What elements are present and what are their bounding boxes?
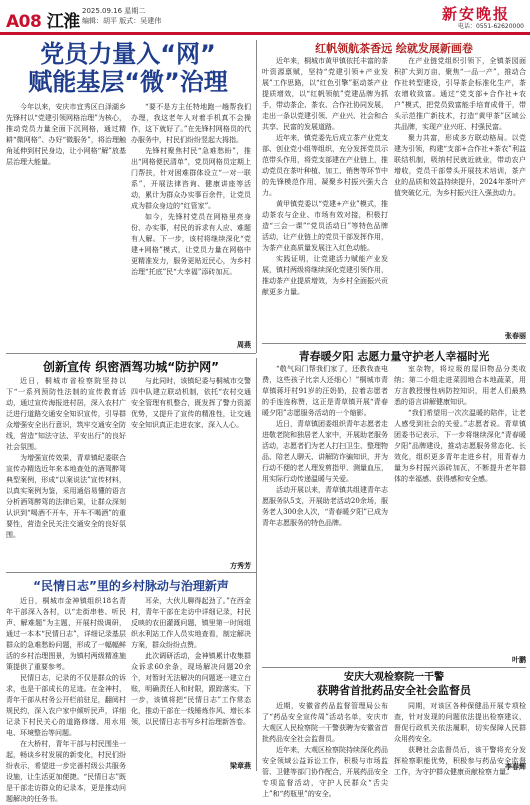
column-divider [256,358,257,771]
elderly-byline: 叶鹏 [512,656,526,664]
lead-headline: 党员力量入“网” 赋能基层“微”治理 [28,40,228,96]
folk-col-2: 耳朵，大伙儿聊得起劲了。”在西金村，青年干部在走访中详细记录，村民反映的农田灌溉问题，镇里第一时间组织水利站工作人员实地查看，制定解决方案，群众纷纷点赞。 此次调研活动，金神镇累计收集群众诉求60余条，现场解决问题20余个，对暂时无法解决的问题逐一建立台账，明确责任人和时限，跟踪落实。下一步，该镇将把“民情日志”工作常态化，推动干部在一线锤炼作风、增长本领，以民情日志书写乡村治理新答卷。 [131,597,251,726]
red-guide-col-2: 在产业链党组织引领下，全镇茶园面积扩大到万亩，聚焦“一品一产”，推动合作社转型建设，引导茶企标准化生产，茶农增收致富。通过“党支部+合作社+农户”模式，把党员致富能手培育成骨干，带头示范推广新技术，打造“黄甲茶”区域公共品牌，实现产业兴旺、村强民富。 聚力共富，形成多方联动格局。以党建为引领，构建“支部+合作社+茶农”利益联结机制，吸纳村民就近就业，带动农户增收，党员干部带头开展技术培训，茶产业的品质和效益持续提升，2024年茶叶产值突破亿元，为乡村振兴注入强劲动力。 [394,57,526,197]
medicine-col-1: 近期，安徽省药品监督管理局公布了“药品安全宣传周”活动名单，安庆市大观区人民检察院一干警获聘为安徽省首批药品安全社会监督员。 近年来，大观区检察院持续深化药品安全领域公益诉讼工作，积极与市场监管、卫健等部门协作配合，开展药品安全专项监督活动，守护人民群众“舌尖上”和“药瓶里”的安全。 [262,702,388,798]
issue-meta: 2025.09.16 星期二 编辑：胡平 版式：吴建伟 [82,7,162,25]
lead-byline: 周燕 [237,341,251,349]
elderly-headline: 青春暖夕阳 志愿力量守护老人幸福时光 [298,350,490,363]
red-guide-col-1: 近年来，桐城市黄甲镇依托丰富的茶叶资源禀赋，坚持“党建引领+产业发展”工作思路，以“红色引擎”驱动茶产业提质增效，以“红帆领航”党建品牌为抓手，带动茶企、茶农、合作社协同发展，走出一条以党建引领、产业兴、社会和合共享、民富的发展道路。 近年来，镇党委先后成立茶产业党支部、创业党小组等组织，充分发挥党员示范带头作用，将党支部建在产业链上，推动党员在茶叶种植、加工、销售等环节中的先锋模范作用，凝聚乡村振兴强大合力。 黄甲镇党委以“党建+产业”模式，推动茶农与企业、市场有效对接，积极打造“三会一课”“党员活动日”等特色品牌活动，让产业链上的党员干部发挥作用，为茶产业高质量发展注入红色动能。 实践证明，让党建活力赋能产业发展，镇村两级将继续深化党建引领作用，推动茶产业提质增效，为乡村全面振兴贡献更多力量。 [262,57,388,296]
traffic-byline: 方秀芳 [230,562,251,570]
masthead [0,0,530,34]
traffic-col-2: 与此同时，该镇纪委与桐城市交警四中队建立联动机制，依托“农村交通安全管理有机整合，既发挥了警力资源优势，又提升了宣传的精准性，让交通安全知识真正走进农家、深入人心。 [131,377,251,429]
section-rule [6,572,256,573]
folk-byline: 梁章燕 [230,762,251,770]
medicine-col-2: 同期，对该区各种保健品开展专项检查，针对发现的问题依法提出检察建议，督促行政机关依法履职，切实保障人民群众用药安全。 获聘社会监督员后，该干警将充分发挥检察职能优势，积极参与药品安全监督工作，为守护群众健康贡献检察力量。 [394,702,526,776]
paper-hotline: 电话：0551-62620000 [458,23,524,30]
medicine-byline: 李春辉 [505,763,526,771]
paper-logo: 新安晚报 [441,5,510,23]
page-number: A08 江淮 [6,12,80,32]
medicine-headline: 安庆大观检察院一干警 获聘省首批药品安全社会监督员 [317,672,471,697]
column-divider [256,40,257,353]
elderly-col-1: “敬气闷门帮我们家了，还教我查电费，这些孩子比亲人还细心！”桐城市青草镇蒋圩村91岁的汪奶奶，拉着志愿者的手连连称赞，这正是青草镇开展“青春暖夕阳”志愿服务活动的一个缩影。 近日，青草镇团委组织青年志愿者走进敬老院和独居老人家中，开展助老服务活动，志愿者们为老人打扫卫生、整理物品、陪老人聊天、讲解防诈骗知识，并为行动不便的老人理发剪指甲、测量血压，用实际行动传递温暖与关爱。 活动开展以来，青草镇共组建青年志愿服务队5支，开展助老活动20余场，服务老人300余人次，“青春暖夕阳”已成为青年志愿服务的特色品牌。 [262,365,388,527]
red-guide-headline: 红帆领航茶香远 绘就发展新画卷 [315,42,473,55]
folk-headline: “民情日志”里的乡村脉动与治理新声 [33,579,229,593]
elderly-col-2: 室杂物，将垃圾的屋旧物品分类收纳；第二小组走进菜园地合本地蔬菜，用方言教授慢性病防控知识，用老人们最熟悉的语言讲解健康知识。 “我们希望用一次次温暖的陪伴，让老人感受到社会的关爱。”志愿者说。青草镇团委书记表示，下一步将继续深化“青春暖夕阳”品牌建设，推动志愿服务常态化、长效化，组织更多青年走进乡村，用青春力量为乡村振兴添砖加瓦，不断提升老年群体的幸福感、获得感和安全感。 [394,365,526,483]
traffic-headline: 创新宣传 织密酒驾功城“防护网” [43,360,219,374]
section-rule [262,667,526,668]
masthead-rule [0,32,530,35]
folk-col-1: 近日，桐城市金神镇组织18名青年干部深入各村，以“走街串巷、听民声、解难题”为主题，开展村级调研，通过一本本“民情日志”，详细记录基层群众的急难愁盼问题，形成了一幅幅鲜活的乡村治理图景，为镇村两级精准施策提供了重要参考。 民情日志，记录的不仅是群众的诉求，也是干部成长的足迹。在金神村，青年干部从村务公开栏前驻足，翻阅村规民约，深入农户家中倾听民声，详细记录下村民关心的道路修缮、用水用电、环境整治等问题。 在大桥村，青年干部与村民围坐一起，畅谈乡村发展的新变化，村民们纷纷表示，希望进一步完善村级公共服务设施，让生活更加便捷。“民情日志”既是干部走访群众的记录本，更是推动问题解决的任务书。 [6,597,126,803]
lead-col-2: “要不是方主任特地跑一趟帮我们办理，我这老年人对着手机真不会操作，这下就好了。”在先锋村网格员的代办服务中，村民们纷纷竖起大拇指。 先锋村聚焦村民“急难愁盼”，推出“网格便民清单”，党员网格员定期上门帮扶，针对困难群体设立“一对一联系”，开展法律咨询、健康讲座等活动，累计为群众办实事百余件，让党员成为群众身边的“红管家”。 如今，先锋村党员在网格里亮身份、办实事，村民的诉求有人应、难题有人解。下一步，该村将继续深化“党建+网格”模式，让党员力量在网格中更精准发力，服务更贴近民心，为乡村治理“托底”民“大幸福”添砖加瓦。 [131,103,251,276]
traffic-col-1: 近日，桐城市省检察院坚持以下“一系列预防性法制的宣传教育活动，通过宣传海报进村居，深入农村广泛进行道路交通安全知识宣传，引导群众增强安全出行意识，筑牢交通安全防线，营造“知法守法、平安出行”的良好社会氛围。 为增强宣传效果，青草镇纪委联合宣传办精选近年来本地查处的酒驾醉驾典型案例，形成“以案说法”宣传材料，以真实案例为鉴，采用通俗易懂的语言分析酒驾醉驾的法律后果，让群众深刻认识到“喝酒不开车，开车不喝酒”的重要性，营造全民关注交通安全的良好氛围。 [6,377,126,539]
section-rule [262,343,526,344]
lead-col-1: 今年以来，安庆市宜秀区白泽湖乡先锋村以“党建引领网格治理”为核心，推动党员力量全面下沉网格，通过精耕“微网格”、办好“微服务”，将治理触角延伸到村民身边，让小网格“解”放基层治理大能量。 [6,103,126,166]
red-guide-byline: 张春丽 [505,332,526,340]
section-rule [6,353,256,354]
